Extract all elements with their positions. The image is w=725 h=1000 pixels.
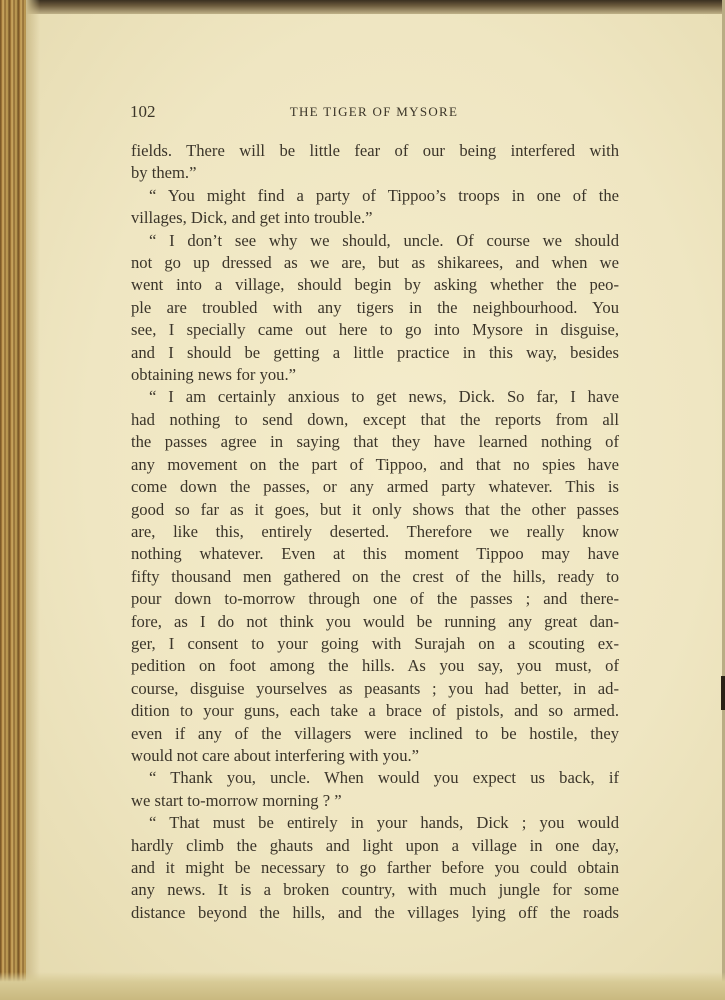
book-spine-edge bbox=[0, 0, 26, 1000]
page-edge-mark bbox=[721, 676, 725, 710]
text-line: see, I specially came out here to go into Mysore in disguise, bbox=[131, 320, 619, 340]
page-number: 102 bbox=[130, 102, 156, 121]
page-top-shadow bbox=[0, 0, 725, 14]
text-line: obtaining news for you.” bbox=[131, 365, 296, 385]
text-line: nothing whatever. Even at this moment Tippoo may have bbox=[131, 544, 619, 564]
text-line: are, like this, entirely deserted. Therefore we really know bbox=[131, 521, 619, 541]
body-text bbox=[131, 140, 619, 924]
gutter-shadow bbox=[26, 0, 40, 1000]
text-line: dition to your guns, each take a brace of pistols, and so armed. bbox=[131, 701, 619, 721]
text-line: “ That must be entirely in your hands, Dick ; you would bbox=[149, 813, 619, 833]
text-line: distance beyond the hills, and the villages lying off the roads bbox=[131, 902, 619, 922]
text-line: fields. There will be little fear of our being interfered with bbox=[131, 141, 619, 160]
text-line: hardly climb the ghauts and light upon a village in one day, bbox=[131, 835, 619, 855]
text-line: any news. It is a broken country, with much jungle for some bbox=[131, 880, 619, 900]
text-line: pour down to-morrow through one of the passes ; and there- bbox=[131, 589, 619, 609]
page-bottom-shadow bbox=[0, 972, 725, 1000]
text-line: villages, Dick, and get into trouble.” bbox=[131, 208, 373, 228]
text-line: come down the passes, or any armed party whatever. This is bbox=[131, 477, 619, 497]
text-line: “ You might find a party of Tippoo’s troops in one of the bbox=[149, 185, 619, 205]
text-line: “ Thank you, uncle. When would you expect us back, if bbox=[149, 768, 619, 788]
text-line: the passes agree in saying that they have learned nothing of bbox=[131, 432, 619, 452]
text-line: “ I am certainly anxious to get news, Dick. So far, I have bbox=[149, 387, 619, 407]
text-line: we start to-morrow morning ? ” bbox=[131, 790, 342, 810]
text-line: not go up dressed as we are, but as shikarees, and when we bbox=[131, 253, 619, 273]
text-line: any movement on the part of Tippoo, and that no spies have bbox=[131, 454, 619, 474]
text-line: even if any of the villagers were inclined to be hostile, they bbox=[131, 723, 619, 743]
text-line: fore, as I do not think you would be running any great dan- bbox=[131, 611, 619, 631]
text-line: and it might be necessary to go farther before you could obtain bbox=[131, 858, 619, 877]
text-line: pedition on foot among the hills. As you say, you must, of bbox=[131, 656, 619, 676]
text-line: and I should be getting a little practice in this way, besides bbox=[131, 342, 619, 362]
text-line: ger, I consent to your going with Surajah on a scouting ex- bbox=[131, 633, 619, 653]
text-line: fifty thousand men gathered on the crest of the hills, ready to bbox=[131, 566, 619, 586]
running-head: THE TIGER OF MYSORE bbox=[289, 104, 459, 119]
text-line: ple are troubled with any tigers in the neighbourhood. You bbox=[131, 297, 619, 317]
text-line: by them.” bbox=[131, 163, 197, 183]
text-line: course, disguise yourselves as peasants ; you had better, in ad- bbox=[131, 678, 619, 698]
page-header bbox=[130, 102, 618, 122]
text-line: went into a village, should begin by asking whether the peo- bbox=[131, 275, 619, 295]
text-line: had nothing to send down, except that the reports from all bbox=[131, 409, 619, 429]
text-line: good so far as it goes, but it only shows that the other passes bbox=[131, 499, 619, 519]
text-line: “ I don’t see why we should, uncle. Of course we should bbox=[149, 230, 619, 250]
text-line: would not care about interfering with you.” bbox=[131, 745, 420, 765]
